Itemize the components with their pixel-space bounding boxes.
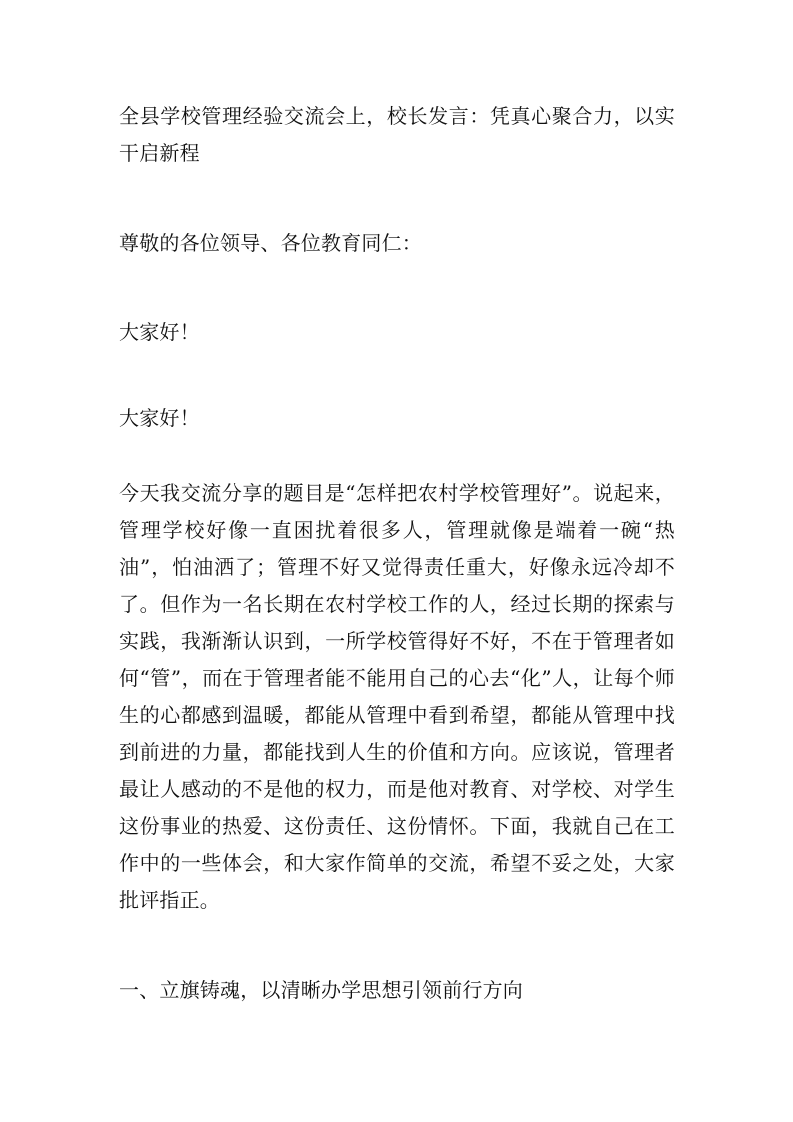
document-title: 全县学校管理经验交流会上，校长发言：凭真心聚合力，以实干启新程 — [119, 104, 675, 165]
greeting: 大家好！ — [119, 320, 200, 344]
section-heading: 一、立旗铸魂，以清晰办学思想引领前行方向 — [119, 978, 523, 1002]
salutation: 尊敬的各位领导、各位教育同仁： — [119, 231, 422, 255]
body-paragraph: 今天我交流分享的题目是“怎样把农村学校管理好”。说起来，管理学校好像一直困扰着很多人，管理就像是端着一碗“热油”，怕油洒了；管理不好又觉得责任重大，好像永远冷却不了。但作为一名长期在农村学校工作的人，经过长期的探索与实践，我渐渐认识到，一所学校管得好不好，不在于管理者如何“管”，而在于管理者能不能用自己的心去“化”人，让每个师生的心都感到温暖，都能从管理中看到希望，都能从管理中找到前进的力量，都能找到人生的价值和方向。应该说，管理者最让人感动的不是他的权力，而是他对教育、对学校、对学生这份事业的热爱、这份责任、这份情怀。下面，我就自己在工作中的一些体会，和大家作简单的交流，希望不妥之处，大家批评指正。 — [119, 481, 675, 912]
greeting-repeat: 大家好！ — [119, 406, 200, 430]
